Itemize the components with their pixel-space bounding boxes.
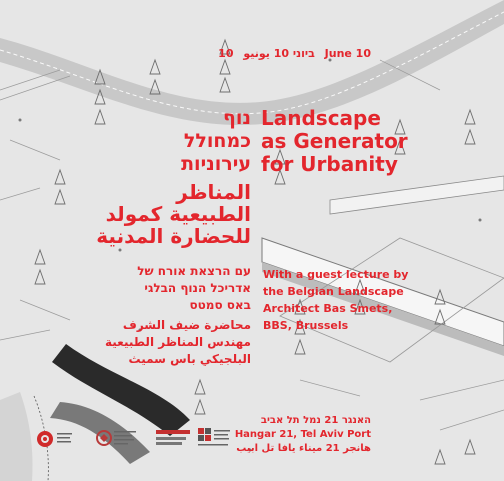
title-en-line: for Urbanity	[261, 152, 398, 176]
partner-logo-3	[156, 428, 192, 448]
partner-logo-4	[198, 428, 232, 450]
title-en-line: as Generator	[261, 129, 408, 153]
lecture-arabic	[71, 317, 251, 368]
lecture-en-line: With a guest lecture by	[263, 268, 409, 281]
title-ar-line: الطبيعية كمولد	[105, 202, 251, 226]
title-he-line: עירוניות	[181, 153, 251, 175]
venue-he: האנגר 21 נמל תל אביב	[260, 415, 371, 426]
venue	[235, 414, 371, 456]
venue-en: Hangar 21, Tel Aviv Port	[234, 429, 371, 440]
title-arabic	[61, 181, 251, 247]
lecture-he-line: אדריכל הנוף הבלגי	[144, 281, 251, 295]
title-english	[261, 107, 491, 176]
lecture-en-line: Architect Bas Smets,	[263, 302, 393, 315]
date-en: June 10	[324, 47, 371, 60]
event-dates	[212, 47, 371, 60]
lecture-he-line: באס סמטס	[189, 298, 251, 312]
date-ar2: 10 ביוני	[218, 47, 315, 60]
title-en-line: Landscape	[261, 106, 381, 130]
lecture-en-line: BBS, Brussels	[263, 319, 349, 332]
lecture-ar-line: البلجيكي باس سميث	[128, 352, 251, 366]
lecture-he-line: עם הרצאת אורח של	[137, 264, 251, 278]
title-hebrew	[81, 107, 251, 176]
lecture-english	[263, 266, 493, 334]
title-he-line: כמחולל	[183, 130, 251, 152]
title-ar-line: المناظر	[176, 180, 251, 204]
title-he-line: נוף	[223, 107, 251, 129]
lecture-en-line: the Belgian Landscape	[263, 285, 404, 298]
lecture-hebrew	[71, 263, 251, 314]
venue-ar: هانجر 21 ميناء يافا تل ابيب	[236, 443, 371, 454]
date-ar: 10 يونيو	[243, 47, 289, 60]
lecture-ar-line: محاضرة ضيف الشرف	[122, 318, 251, 332]
partner-logo-1	[36, 428, 76, 450]
lecture-ar-line: مهندس المناظر الطبيعية	[105, 335, 251, 349]
partner-logo-2	[96, 426, 140, 450]
title-ar-line: للحضارة المدنية	[96, 224, 251, 248]
